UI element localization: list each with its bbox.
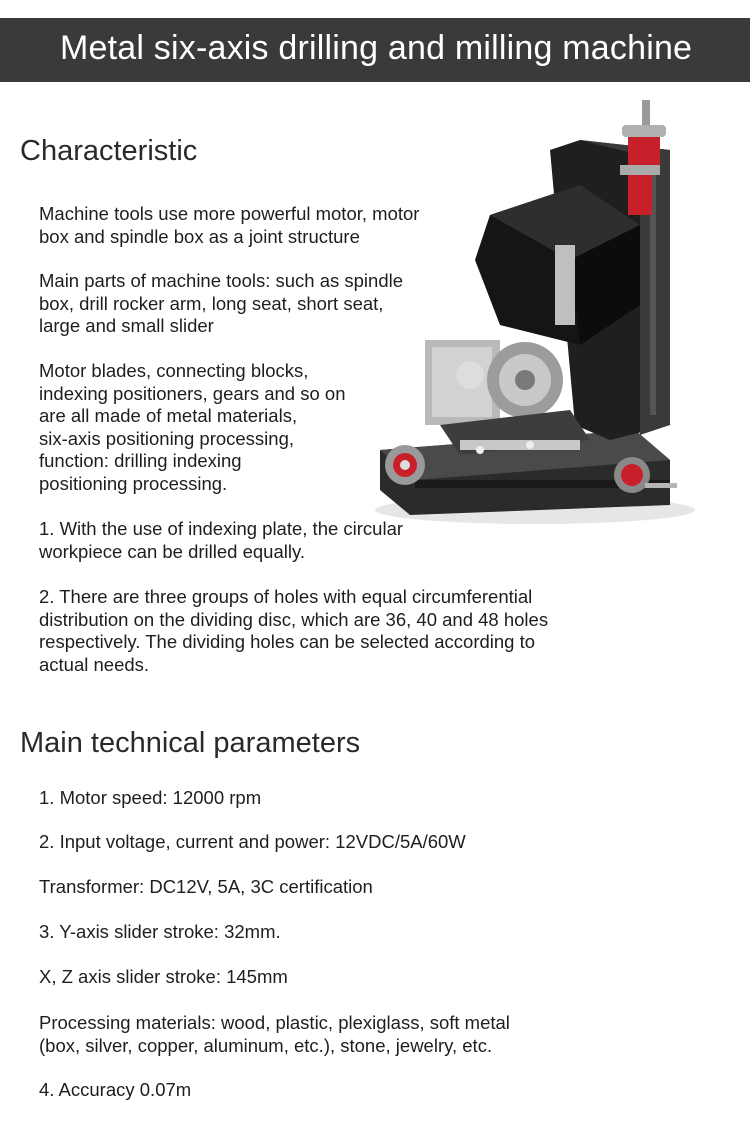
characteristic-paragraph-2: Main parts of machine tools: such as spindle box, drill rocker arm, long seat, short seat, large and small slider [39, 270, 404, 336]
parameter-item: 4. Accuracy 0.07m [39, 1079, 192, 1100]
characteristic-paragraph-1: Machine tools use more powerful motor, motor box and spindle box as a joint structure [39, 203, 420, 247]
characteristic-paragraph-5: 2. There are three groups of holes with equal circumferential distribution on the dividing disc, which are 36, 40 and 48 holes respectively. The dividing holes can be selected according to actual needs. [39, 586, 549, 675]
characteristic-paragraph-3: Motor blades, connecting blocks, indexing positioners, gears and so on are all made of metal materials, six-axis positioning processing, function: drilling indexing positioning processing. [39, 360, 346, 494]
parameter-item: 1. Motor speed: 12000 rpm [39, 787, 262, 808]
parameter-item: X, Z axis slider stroke: 145mm [39, 966, 288, 987]
parameters-heading: Main technical parameters [20, 727, 361, 759]
parameter-item: Processing materials: wood, plastic, plexiglass, soft metal (box, silver, copper, aluminum, etc.), stone, jewelry, etc. [39, 1012, 510, 1056]
characteristic-paragraph-4: 1. With the use of indexing plate, the circular workpiece can be drilled equally. [39, 518, 404, 562]
characteristic-heading: Characteristic [20, 135, 198, 167]
parameter-item: Transformer: DC12V, 5A, 3C certification [39, 876, 373, 897]
title-banner [0, 18, 750, 82]
parameter-item: 2. Input voltage, current and power: 12VDC/5A/60W [39, 831, 466, 852]
parameter-item: 3. Y-axis slider stroke: 32mm. [39, 921, 281, 942]
page-title: Metal six-axis drilling and milling machine [60, 29, 693, 67]
milling-machine-image [370, 95, 700, 535]
